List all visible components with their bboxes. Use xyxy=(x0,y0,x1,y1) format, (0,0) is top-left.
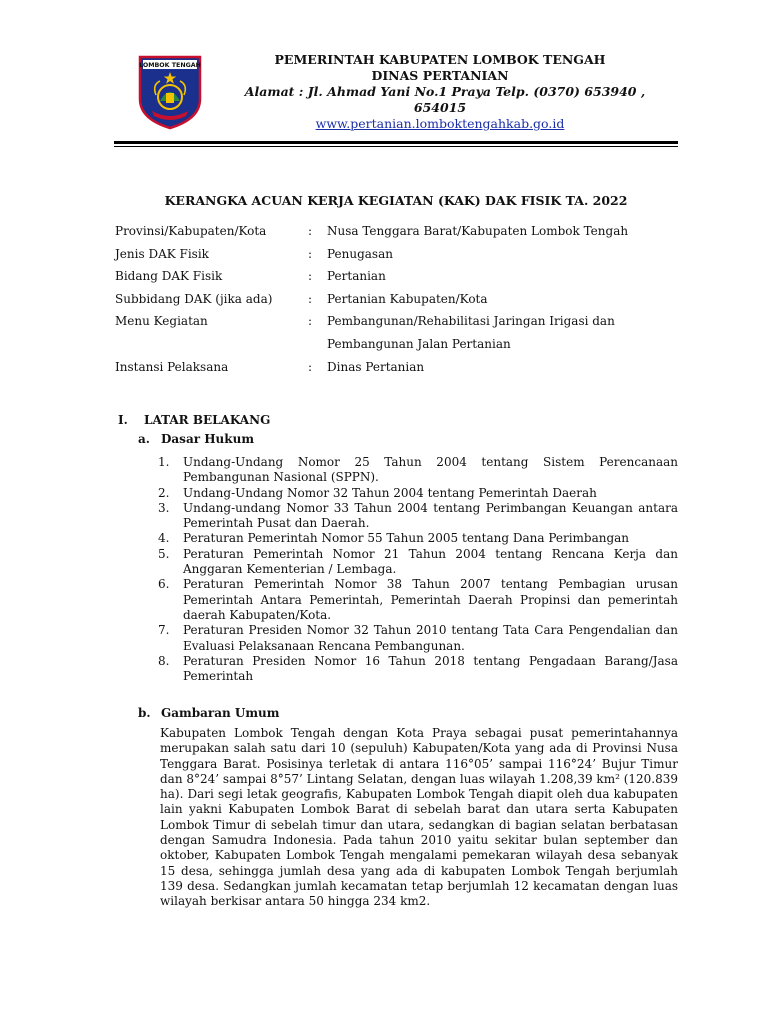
info-colon: : xyxy=(308,291,313,306)
letterhead xyxy=(210,52,670,132)
info-label: Jenis DAK Fisik xyxy=(115,246,209,261)
logo-text: LOMBOK TENGAH xyxy=(139,62,201,69)
letterhead-address: Alamat : Jl. Ahmad Yani No.1 Praya Telp. (0370) 653940 , xyxy=(244,84,646,99)
letterhead-address-cont: 654015 xyxy=(413,100,467,115)
list-text: Undang-Undang Nomor 32 Tahun 2004 tentang Pemerintah Daerah xyxy=(183,485,597,500)
letterhead-agency: DINAS PERTANIAN xyxy=(371,68,509,83)
list-text: Peraturan Presiden Nomor 32 Tahun 2010 tentang Tata Cara Pengendalian dan Evaluasi Pelaksanaan Rencana Pembangunan. xyxy=(183,623,678,653)
document-title: KERANGKA ACUAN KERJA KEGIATAN (KAK) DAK FISIK TA. 2022 xyxy=(164,193,628,208)
info-label: Bidang DAK Fisik xyxy=(115,269,223,284)
info-value: Dinas Pertanian xyxy=(327,359,425,374)
subsection-title: Gambaran Umum xyxy=(161,706,280,720)
website-link[interactable]: www.pertanian.lomboktengahkab.go.id xyxy=(315,116,565,131)
list-item xyxy=(158,501,678,532)
list-number: 2. xyxy=(158,485,170,500)
info-label: Subbidang DAK (jika ada) xyxy=(115,291,273,306)
info-value: Pertanian Kabupaten/Kota xyxy=(327,291,488,306)
info-colon: : xyxy=(308,314,313,329)
header-divider-thick xyxy=(114,141,678,144)
legal-basis-list xyxy=(158,455,678,684)
info-value: Pertanian xyxy=(327,269,386,284)
list-number: 1. xyxy=(158,455,170,469)
list-text: Undang-Undang Nomor 25 Tahun 2004 tentang Sistem Perencanaan Pembangunan Nasional (SPPN). xyxy=(183,455,678,485)
info-value: Penugasan xyxy=(327,246,393,261)
list-item xyxy=(158,486,678,501)
list-item xyxy=(158,654,678,685)
info-label: Menu Kegiatan xyxy=(115,314,208,329)
list-text: Peraturan Pemerintah Nomor 21 Tahun 2004 tentang Rencana Kerja dan Anggaran Kementerian / Lembaga. xyxy=(183,546,678,577)
list-item xyxy=(158,455,678,486)
list-item xyxy=(158,623,678,654)
letterhead-government: PEMERINTAH KABUPATEN LOMBOK TENGAH xyxy=(274,52,606,67)
info-value: Nusa Tenggara Barat/Kabupaten Lombok Tengah xyxy=(327,224,629,238)
subsection-title: Dasar Hukum xyxy=(161,432,255,446)
info-colon: : xyxy=(308,246,313,261)
list-item xyxy=(158,577,678,623)
subsection-heading xyxy=(138,432,254,446)
lombok-tengah-logo xyxy=(138,55,202,130)
info-label: Instansi Pelaksana xyxy=(115,359,229,374)
section-heading xyxy=(118,413,270,427)
section-number: I. xyxy=(118,413,128,427)
list-item xyxy=(158,531,678,546)
list-number: 5. xyxy=(158,546,170,561)
info-colon: : xyxy=(308,359,313,374)
info-colon: : xyxy=(308,269,313,284)
list-number: 4. xyxy=(158,531,170,546)
list-number: 3. xyxy=(158,500,170,515)
list-number: 7. xyxy=(158,623,170,638)
subsection-letter: b. xyxy=(138,706,151,720)
section-title: LATAR BELAKANG xyxy=(144,413,271,427)
list-number: 6. xyxy=(158,577,170,592)
list-text: Peraturan Presiden Nomor 16 Tahun 2018 tentang Pengadaan Barang/Jasa Pemerintah xyxy=(183,653,678,684)
list-text: Undang-undang Nomor 33 Tahun 2004 tentang Perimbangan Keuangan antara Pemerintah Pusat dan Daerah. xyxy=(183,500,678,531)
list-number: 8. xyxy=(158,653,170,668)
info-value: Pembangunan Jalan Pertanian xyxy=(327,336,511,351)
list-text: Peraturan Pemerintah Nomor 38 Tahun 2007 tentang Pembagian urusan Pemerintah Antara Pemerintah, Pemerintah Daerah Propinsi dan pemerintah daerah Kabupaten/Kota. xyxy=(183,577,678,622)
subsection-heading xyxy=(138,706,279,720)
info-value: Pembangunan/Rehabilitasi Jaringan Irigasi dan xyxy=(327,314,615,329)
info-colon: : xyxy=(308,224,313,238)
list-item xyxy=(158,547,678,578)
list-text: Peraturan Pemerintah Nomor 55 Tahun 2005 tentang Dana Perimbangan xyxy=(183,531,630,546)
general-overview-paragraph: Kabupaten Lombok Tengah dengan Kota Praya sebagai pusat pemerintahannya merupakan salah satu dari 10 (sepuluh) Kabupaten/Kota yang ada di Provinsi Nusa Tenggara Barat. Posisinya terletak di antara 116°05’ sampai 116°24’ Bujur Timur dan 8°24’ sampai 8°57’ Lintang Selatan, dengan luas wilayah 1.208,39 km² (120.839 ha). Dari segi letak geografis, Kabupaten Lombok Tengah diapit oleh dua kabupaten lain yakni Kabupaten Lombok Barat di sebelah barat dan utara serta Kabupaten Lombok Timur di sebelah timur dan utara, sedangkan di bagian selatan berbatasan dengan Samudra Indonesia. Pada tahun 2010 yaitu sekitar bulan september dan oktober, Kabupaten Lombok Tengah mengalami pemekaran wilayah desa sebanyak 15 desa, sehingga jumlah desa yang ada di kabupaten Lombok Tengah berjumlah 139 desa. Sedangkan jumlah kecamatan tetap berjumlah 12 kecamatan dengan luas wilayah berkisar antara 50 hingga 234 km2. xyxy=(160,726,679,909)
subsection-letter: a. xyxy=(138,432,150,446)
header-divider-thin xyxy=(114,146,678,147)
info-label: Provinsi/Kabupaten/Kota xyxy=(115,224,267,238)
